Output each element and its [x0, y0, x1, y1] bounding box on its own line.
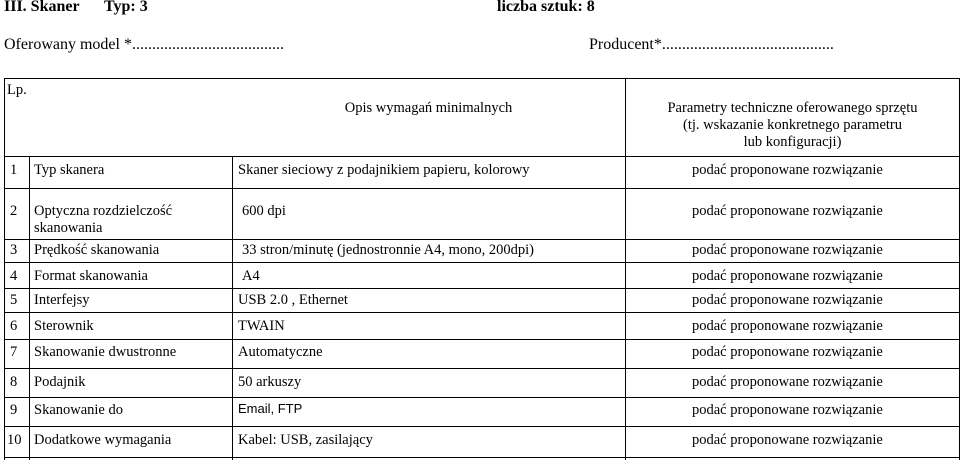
row-line — [4, 397, 960, 398]
row-parameter-name: Optyczna rozdzielczość — [34, 203, 173, 219]
row-offer-input[interactable]: podać proponowane rozwiązanie — [692, 162, 883, 178]
row-requirement: Skaner sieciowy z podajnikiem papieru, kolorowy — [238, 162, 530, 178]
row-parameter-name: Skanowanie do — [34, 402, 123, 418]
row-requirement: Email, FTP — [238, 401, 303, 416]
row-offer-input[interactable]: podać proponowane rozwiązanie — [692, 242, 883, 258]
row-line — [4, 262, 960, 263]
row-number: 6 — [10, 318, 18, 334]
row-line — [4, 368, 960, 369]
row-number: 8 — [10, 374, 18, 390]
row-requirement: A4 — [242, 268, 260, 284]
row-offer-input[interactable]: podać proponowane rozwiązanie — [692, 432, 883, 448]
row-parameter-name: Typ skanera — [34, 162, 105, 178]
row-number: 2 — [10, 203, 18, 219]
row-parameter-name: Podajnik — [34, 374, 86, 390]
row-number: 1 — [10, 162, 18, 178]
row-number: 7 — [10, 344, 18, 360]
section-title: III. Skaner — [4, 0, 80, 15]
divider-name-desc — [232, 156, 233, 460]
row-requirement: 50 arkuszy — [238, 374, 302, 390]
column-header-parameters-line2: (tj. wskazanie konkretnego parametru — [682, 117, 903, 133]
row-parameter-name: Skanowanie dwustronne — [34, 344, 177, 360]
column-header-lp: Lp. — [7, 82, 27, 98]
row-line — [4, 288, 960, 289]
row-line — [4, 239, 960, 240]
column-header-parameters-line1: Parametry techniczne oferowanego sprzętu — [667, 100, 918, 116]
row-requirement: USB 2.0 , Ethernet — [238, 292, 348, 308]
row-requirement: TWAIN — [238, 318, 285, 334]
producer-field[interactable]: Producent*........................................... — [589, 36, 834, 53]
row-offer-input[interactable]: podać proponowane rozwiązanie — [692, 268, 883, 284]
row-number: 9 — [10, 402, 18, 418]
row-parameter-name-line2: skanowania — [34, 220, 103, 236]
row-offer-input[interactable]: podać proponowane rozwiązanie — [692, 344, 883, 360]
row-offer-input[interactable]: podać proponowane rozwiązanie — [692, 318, 883, 334]
row-line — [4, 426, 960, 427]
table-border-left — [4, 78, 5, 460]
scanner-type: Typ: 3 — [104, 0, 148, 15]
row-number: 10 — [7, 432, 22, 448]
row-parameter-name: Dodatkowe wymagania — [34, 432, 172, 448]
row-number: 5 — [10, 292, 18, 308]
row-requirement: Automatyczne — [238, 344, 323, 360]
row-offer-input[interactable]: podać proponowane rozwiązanie — [692, 203, 883, 219]
row-offer-input[interactable]: podać proponowane rozwiązanie — [692, 292, 883, 308]
row-line — [4, 156, 960, 157]
row-parameter-name: Format skanowania — [34, 268, 148, 284]
row-parameter-name: Sterownik — [34, 318, 94, 334]
row-number: 3 — [10, 242, 18, 258]
row-requirement: 33 stron/minutę (jednostronnie A4, mono, 200dpi) — [242, 242, 534, 258]
table-border-top — [4, 78, 960, 79]
row-offer-input[interactable]: podać proponowane rozwiązanie — [692, 402, 883, 418]
offered-model-field[interactable]: Oferowany model *...................................... — [4, 36, 284, 53]
column-header-parameters-line3: lub konfiguracji) — [743, 134, 842, 150]
table-border-bottom — [4, 457, 960, 458]
row-requirement: 600 dpi — [242, 203, 286, 219]
row-parameter-name: Interfejsy — [34, 292, 90, 308]
row-line — [4, 339, 960, 340]
unit-count: liczba sztuk: 8 — [497, 0, 595, 15]
row-requirement: Kabel: USB, zasilający — [238, 432, 373, 448]
column-header-parameters — [626, 100, 959, 151]
row-parameter-name: Prędkość skanowania — [34, 242, 160, 258]
divider-lp — [29, 156, 30, 460]
row-number: 4 — [10, 268, 18, 284]
column-header-description: Opis wymagań minimalnych — [344, 100, 513, 116]
row-offer-input[interactable]: podać proponowane rozwiązanie — [692, 374, 883, 390]
row-line — [4, 188, 960, 189]
row-line — [4, 312, 960, 313]
